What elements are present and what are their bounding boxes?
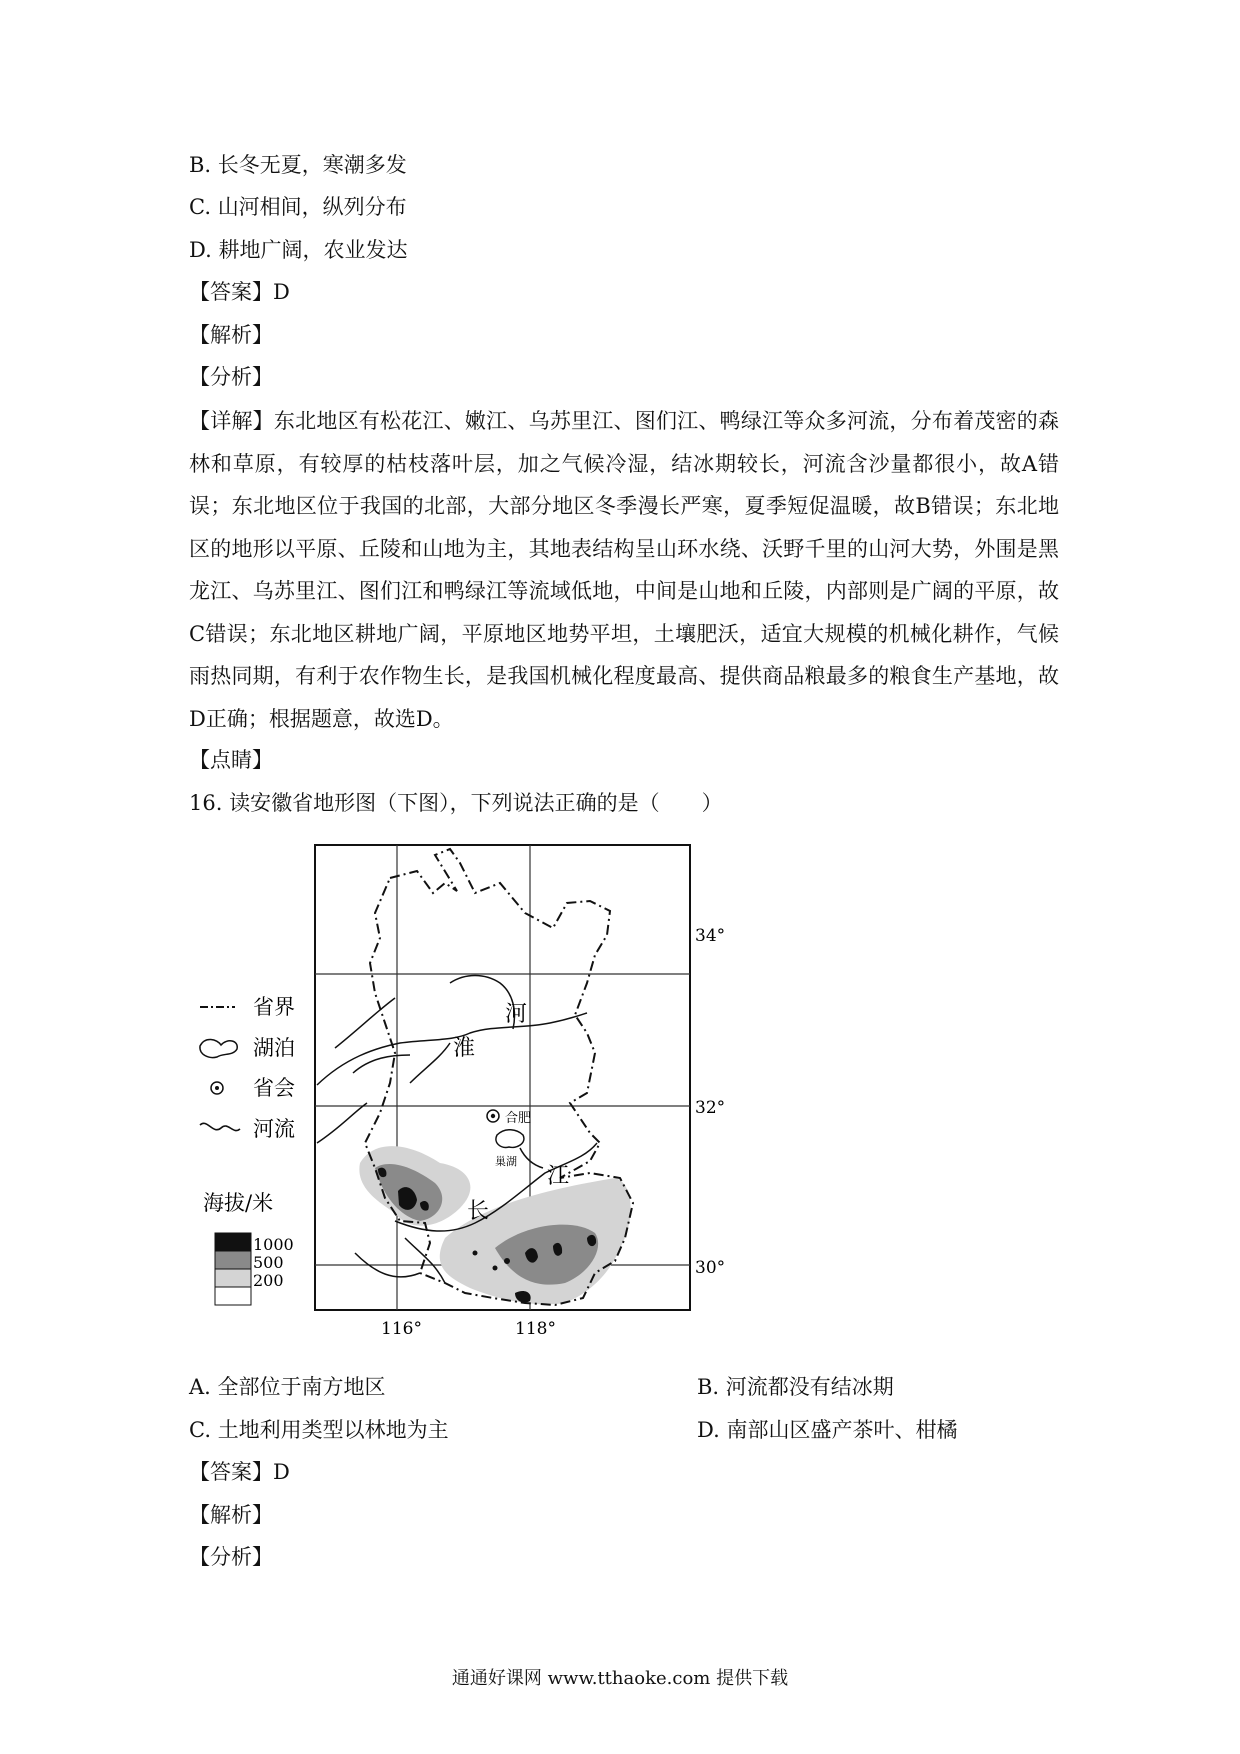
q15-option-b: B. 长冬无夏，寒潮多发 [189,153,407,177]
legend-elev-500: 500 [253,1253,284,1272]
q16-analysis-tag: 【解析】 [189,1503,273,1527]
q15-answer: 【答案】D [189,280,290,304]
legend-capital: 省会 [253,1076,295,1100]
legend-lake: 湖泊 [253,1036,295,1060]
legend-river-icon [200,1123,240,1130]
q16-option-b: B. 河流都没有结冰期 [697,1375,894,1399]
label-hefei: 合肥 [505,1111,532,1126]
anhui-topographic-map [195,843,726,1363]
q16-stem: 16. 读安徽省地形图（下图），下列说法正确的是（ ） [189,791,723,815]
legend-elev-low [215,1269,251,1287]
map-legend [200,995,295,1305]
label-lat-30: 30° [695,1258,726,1278]
label-chaohu: 巢湖 [495,1155,517,1168]
q16-option-a: A. 全部位于南方地区 [189,1375,386,1399]
legend-elev-200: 200 [253,1271,284,1290]
q15-fenxi-tag: 【分析】 [189,365,273,389]
legend-elev-high [215,1233,251,1251]
label-he: 河 [505,1002,528,1027]
legend-elev-mid [215,1251,251,1269]
label-lon-116: 116° [381,1319,422,1339]
q15-analysis-tag: 【解析】 [189,323,273,347]
label-lon-118: 118° [515,1319,556,1339]
label-huai: 淮 [453,1036,476,1061]
q15-option-d: D. 耕地广阔，农业发达 [189,238,408,262]
q15-detail: 【详解】东北地区有松花江、嫩江、乌苏里江、图们江、鸭绿江等众多河流，分布着茂密的森林和草原，有较厚的枯枝落叶层，加之气候冷湿，结冰期较长，河流含沙量都很小，故A错误；东北地区位于我国的北部，大部分地区冬季漫长严寒，夏季短促温暖，故B错误；东北地区的地形以平原、丘陵和山地为主，其地表结构呈山环水绕、沃野千里的山河大势，外围是黑龙江、乌苏里江、图们江和鸭绿江等流域低地，中间是山地和丘陵，内部则是广阔的平原，故C错误；东北地区耕地广阔，平原地区地势平坦，土壤肥沃，适宜大规模的机械化耕作，气候雨热同期，有利于农作物生长，是我国机械化程度最高、提供商品粮最多的粮食生产基地，故D正确；根据题意，故选D。 [189,409,1060,731]
legend-elevation-title: 海拔/米 [203,1191,274,1215]
legend-river: 河流 [253,1117,295,1141]
page-footer: 通通好课网 www.tthaoke.com 提供下载 [451,1668,789,1689]
label-lat-34: 34° [695,926,726,946]
legend-elev-1000: 1000 [253,1235,294,1254]
q15-dianjing-tag: 【点睛】 [189,748,273,772]
q15-option-c: C. 山河相间，纵列分布 [189,195,407,219]
q16-fenxi-tag: 【分析】 [189,1545,273,1569]
legend-elev-base [215,1287,251,1305]
label-jiang: 江 [547,1164,570,1189]
q16-option-d: D. 南部山区盛产茶叶、柑橘 [697,1418,958,1442]
label-chang: 长 [467,1199,490,1224]
relief-shading [359,1146,630,1304]
legend-lake-icon [200,1039,237,1057]
chaohu-lake [496,1130,524,1148]
legend-province-border: 省界 [253,995,295,1019]
q16-answer: 【答案】D [189,1460,290,1484]
q16-option-c: C. 土地利用类型以林地为主 [189,1418,449,1442]
label-lat-32: 32° [695,1098,726,1118]
